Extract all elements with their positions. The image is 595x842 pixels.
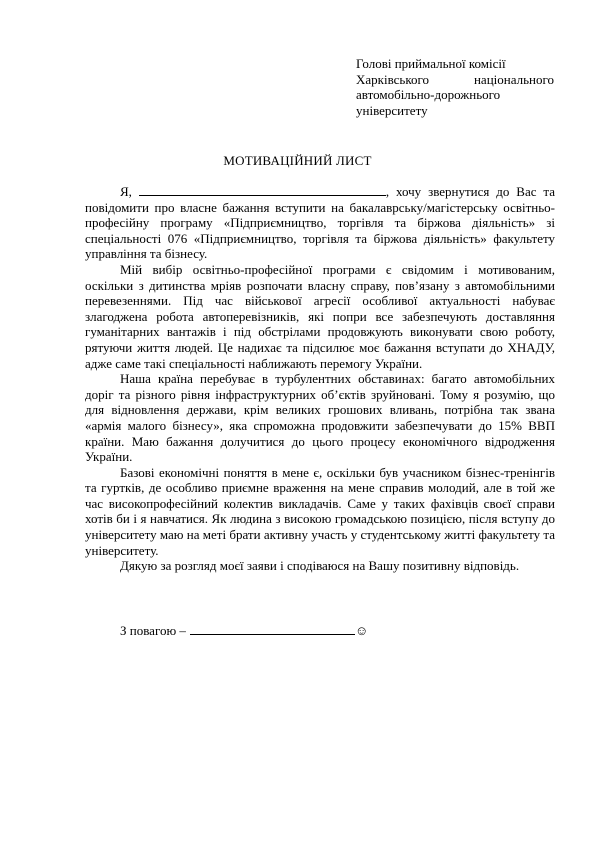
letter-body <box>85 183 555 574</box>
signature-blank-line[interactable] <box>190 622 355 635</box>
smiley-icon: ☺ <box>354 623 369 638</box>
addressee-line: університету <box>356 102 428 118</box>
paragraph-experience: Базові економічні поняття в мене є, оскільки був учасником бізнес-тренінгів та гуртків, де особливо приємне враження на мене справив молодий, але в той же час високопрофесійний колектив викладачів. Саме у таких фахівців своєї справи хотів би і я навчатися. Як людина з високою громадською позицією, після вступу до університету маю на меті брати активну участь у студентському житті факультету та університету. <box>85 464 555 558</box>
closing-label: З повагою – <box>120 623 186 638</box>
addressee-line: Харківського національного <box>356 71 554 87</box>
paragraph-intro-rest: , хочу звернутися до Вас та повідомити про власне бажання вступити на бакалаврську/магістерську освітньо-професійну програму «Підприємництво, торгівля та біржова діяльність» зі спеціальності 076 «Підприємництво, торгівля та біржова діяльність» факультету управління та бізнесу. <box>85 184 555 262</box>
letter-title: МОТИВАЦІЙНИЙ ЛИСТ <box>223 153 372 168</box>
addressee-line: Голові приймальної комісії <box>356 56 506 71</box>
addressee-line: автомобільно-дорожнього <box>356 87 501 102</box>
name-blank-line[interactable] <box>139 183 386 196</box>
paragraph-motivation: Мій вибір освітньо-професійної програми є свідомим і мотивованим, оскільки з дитинства мріяв розпочати власну справу, пов’язану з автомобільними перевезеннями. Під час військової агресії особливої актуальності набуває злагоджена робота автоперевізників, які попри все забезпечують доставляння гуманітарних вантажів і під обстрілами продовжують виконувати свою роботу, рятуючи життя людей. Це надихає та підсилює моє бажання вступати до ХНАДУ, адже саме такі спеціальності наближають перемогу України. <box>85 261 555 371</box>
paragraph-country: Наша країна перебуває в турбулентних обставинах: багато автомобільних доріг та різного рівня інфраструктурних об’єктів зруйновані. Тому я розумію, що для відновлення держави, крім великих грошових вливань, потрібна так звана «армія малого бізнесу», яка спроможна продовжити забезпечувати до 15% ВВП країни. Маю бажання долучитися до цього процесу економічного відродження України. <box>85 371 555 465</box>
paragraph-intro <box>85 183 555 262</box>
closing-line <box>120 622 368 639</box>
addressee-block <box>356 56 554 118</box>
paragraph-thanks: Дякую за розгляд моєї заяви і сподіваюся на Вашу позитивну відповідь. <box>120 558 520 574</box>
paragraph-intro-start: Я, <box>120 184 139 199</box>
